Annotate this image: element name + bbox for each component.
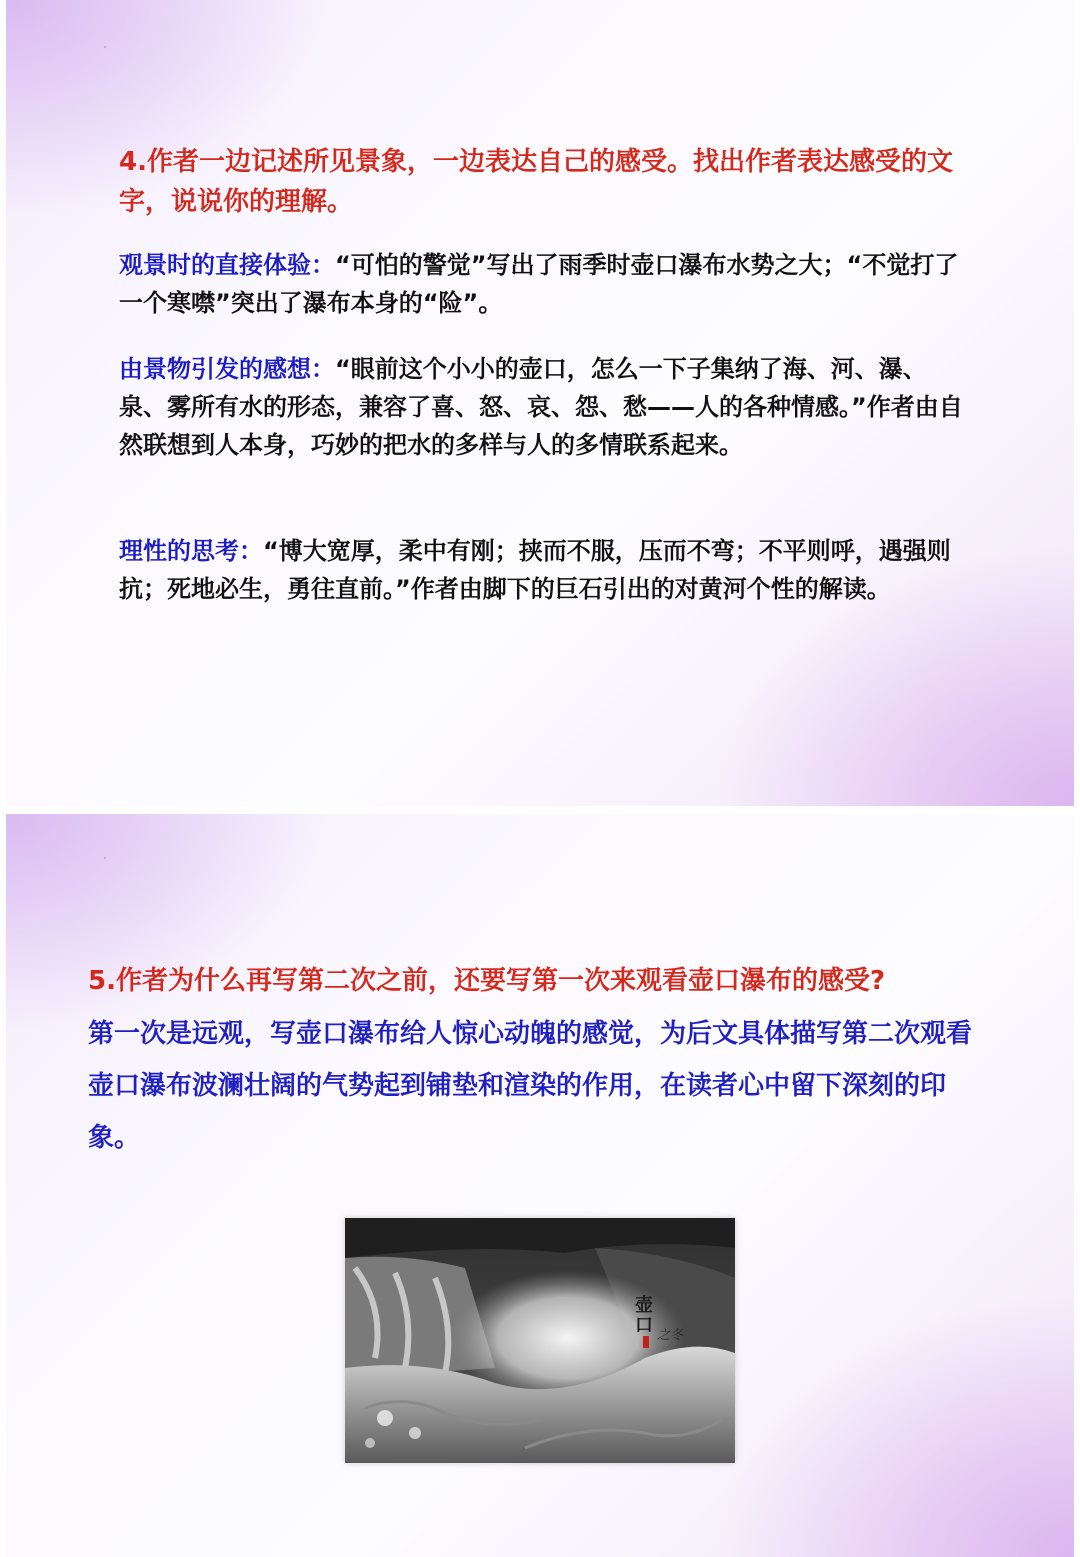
slide-question-5 <box>6 814 1074 1557</box>
decorative-dot <box>104 46 106 48</box>
answer-item-lead: 观景时的直接体验： <box>119 251 335 279</box>
question-5-title: 5.作者为什么再写第二次之前，还要写第一次来观看壶口瀑布的感受? <box>88 966 886 996</box>
answer-item-lead: 理性的思考： <box>119 537 263 565</box>
answer-item-lead: 由景物引发的感想： <box>119 355 335 383</box>
answer-item-inspired-thought <box>119 350 964 464</box>
question-5-answer: 第一次是远观，写壶口瀑布给人惊心动魄的感觉，为后文具体描写第二次观看壶口瀑布波澜壮阔的气势起到铺垫和渲染的作用，在读者心中留下深刻的印象。 <box>88 1019 973 1153</box>
hukou-waterfall-winter-photo <box>345 1218 735 1463</box>
answer-item-text: “眼前这个小小的壶口，怎么一下子集纳了海、河、瀑、泉、雾所有水的形态，兼容了喜、怒、哀、怨、愁——人的各种情感。”作者由自然联想到人本身，巧妙的把水的多样与人的多情联系起来。 <box>119 355 963 459</box>
answer-item-rational-thinking <box>119 532 964 608</box>
slide-question-4 <box>6 0 1074 806</box>
decorative-dot <box>104 857 106 859</box>
answer-item-direct-experience <box>119 246 959 322</box>
answer-item-text: “可怕的警觉”写出了雨季时壶口瀑布水势之大；“不觉打了一个寒噤”突出了瀑布本身的“险”。 <box>119 251 959 317</box>
calligraphy-title: 壶口 <box>635 1295 653 1336</box>
seal-stamp-icon <box>643 1336 649 1348</box>
question-4-title: 4.作者一边记述所见景象，一边表达自己的感受。找出作者表达感受的文字，说说你的理解。 <box>119 147 953 217</box>
calligraphy-subtitle: 之冬 <box>657 1328 684 1343</box>
answer-item-text: “博大宽厚，柔中有刚；挟而不服，压而不弯；不平则呼，遇强则抗；死地必生，勇往直前。”作者由脚下的巨石引出的对黄河个性的解读。 <box>119 537 951 603</box>
